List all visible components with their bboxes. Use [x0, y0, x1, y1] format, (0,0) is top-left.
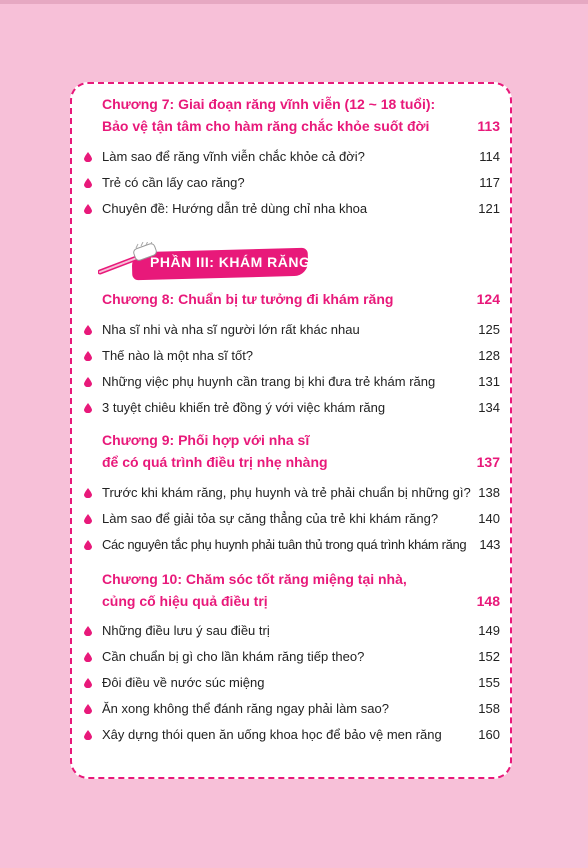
toc-item[interactable] — [84, 535, 500, 555]
toc-item[interactable] — [84, 147, 500, 167]
chapter-title-line: Chương 8: Chuẩn bị tư tưởng đi khám răng — [102, 291, 394, 307]
chapter-title-line: Chương 10: Chăm sóc tốt răng miệng tại nhà, — [102, 571, 407, 587]
toc-item-page: 134 — [478, 400, 500, 415]
toc-item[interactable] — [84, 199, 500, 219]
toc-item-page: 149 — [478, 623, 500, 638]
toc-item-page: 114 — [479, 149, 500, 164]
toc-item-title: Những điều lưu ý sau điều trị — [102, 623, 270, 638]
toc-card — [70, 82, 512, 779]
drop-bullet-icon — [84, 704, 92, 714]
drop-bullet-icon — [84, 377, 92, 387]
drop-bullet-icon — [84, 652, 92, 662]
toc-item-page: 131 — [478, 374, 500, 389]
toc-item-page: 160 — [478, 727, 500, 742]
toc-item-title: Cần chuẩn bị gì cho lần khám răng tiếp theo? — [102, 649, 365, 664]
toc-item-page: 140 — [478, 511, 500, 526]
toc-item[interactable] — [84, 699, 500, 719]
chapter-page-number: 148 — [476, 593, 500, 609]
toc-item-page: 155 — [478, 675, 500, 690]
drop-bullet-icon — [84, 351, 92, 361]
toc-item-title: Làm sao để răng vĩnh viễn chắc khỏe cả đời? — [102, 149, 365, 164]
toc-item[interactable] — [84, 173, 500, 193]
toc-item-title: Ăn xong không thể đánh răng ngay phải làm sao? — [102, 701, 389, 716]
chapter-9-heading[interactable] — [102, 429, 500, 473]
drop-bullet-icon — [84, 514, 92, 524]
chapter-title-line: để có quá trình điều trị nhẹ nhàng — [102, 454, 328, 470]
chapter-title-line: Bảo vệ tận tâm cho hàm răng chắc khỏe suốt đời — [102, 118, 430, 134]
toc-item-title: Chuyên đề: Hướng dẫn trẻ dùng chỉ nha khoa — [102, 201, 368, 216]
drop-bullet-icon — [84, 152, 92, 162]
drop-bullet-icon — [84, 678, 92, 688]
toc-item[interactable] — [84, 673, 500, 693]
toc-item-title: Những việc phụ huynh cần trang bị khi đưa trẻ khám răng — [102, 374, 436, 389]
toc-item-title: Thế nào là một nha sĩ tốt? — [102, 348, 254, 363]
toc-item-title: Trước khi khám răng, phụ huynh và trẻ phải chuẩn bị những gì? — [102, 485, 471, 500]
part-3-banner — [98, 242, 318, 282]
page-top-edge — [0, 0, 588, 4]
drop-bullet-icon — [84, 403, 92, 413]
part-title: PHẦN III: KHÁM RĂNG — [150, 254, 311, 270]
toc-item[interactable] — [84, 372, 500, 392]
drop-bullet-icon — [84, 325, 92, 335]
toc-item[interactable] — [84, 621, 500, 641]
toc-item[interactable] — [84, 647, 500, 667]
chapter-title-line: củng cố hiệu quả điều trị — [102, 593, 268, 609]
chapter-title-line: Chương 9: Phối hợp với nha sĩ — [102, 432, 310, 448]
drop-bullet-icon — [84, 178, 92, 188]
chapter-7-heading[interactable] — [102, 93, 500, 137]
toc-item[interactable] — [84, 483, 500, 503]
drop-bullet-icon — [84, 204, 92, 214]
toc-item-title: Làm sao để giải tỏa sự căng thẳng của trẻ khi khám răng? — [102, 511, 439, 526]
chapter-10-heading[interactable] — [102, 568, 500, 612]
toc-item-title: Đôi điều về nước súc miệng — [102, 675, 265, 690]
toc-item-page: 128 — [478, 348, 500, 363]
toc-item-title: Các nguyên tắc phụ huynh phải tuân thủ trong quá trình khám răng — [102, 537, 467, 552]
toc-item[interactable] — [84, 725, 500, 745]
toc-item-page: 117 — [479, 175, 500, 190]
toc-item-page: 125 — [478, 322, 500, 337]
drop-bullet-icon — [84, 626, 92, 636]
toc-item-page: 138 — [478, 485, 500, 500]
drop-bullet-icon — [84, 730, 92, 740]
toc-item-page: 143 — [479, 537, 500, 552]
toc-item[interactable] — [84, 320, 500, 340]
toc-item[interactable] — [84, 509, 500, 529]
toc-item[interactable] — [84, 346, 500, 366]
toc-item-title: Trẻ có cần lấy cao răng? — [102, 175, 245, 190]
drop-bullet-icon — [84, 540, 92, 550]
toc-item-title: 3 tuyệt chiêu khiến trẻ đồng ý với việc khám răng — [102, 400, 386, 415]
toc-item-page: 158 — [478, 701, 500, 716]
chapter-page-number: 113 — [477, 118, 500, 134]
toc-item-page: 121 — [478, 201, 500, 216]
chapter-8-heading[interactable] — [102, 288, 500, 310]
chapter-title-line: Chương 7: Giai đoạn răng vĩnh viễn (12 ~ 18 tuổi): — [102, 96, 436, 112]
toc-item[interactable] — [84, 398, 500, 418]
chapter-page-number: 137 — [476, 454, 500, 470]
toc-item-page: 152 — [478, 649, 500, 664]
chapter-page-number: 124 — [476, 291, 500, 307]
toc-item-title: Xây dựng thói quen ăn uống khoa học để bảo vệ men răng — [102, 727, 442, 742]
toc-item-title: Nha sĩ nhi và nha sĩ người lớn rất khác nhau — [102, 322, 360, 337]
drop-bullet-icon — [84, 488, 92, 498]
